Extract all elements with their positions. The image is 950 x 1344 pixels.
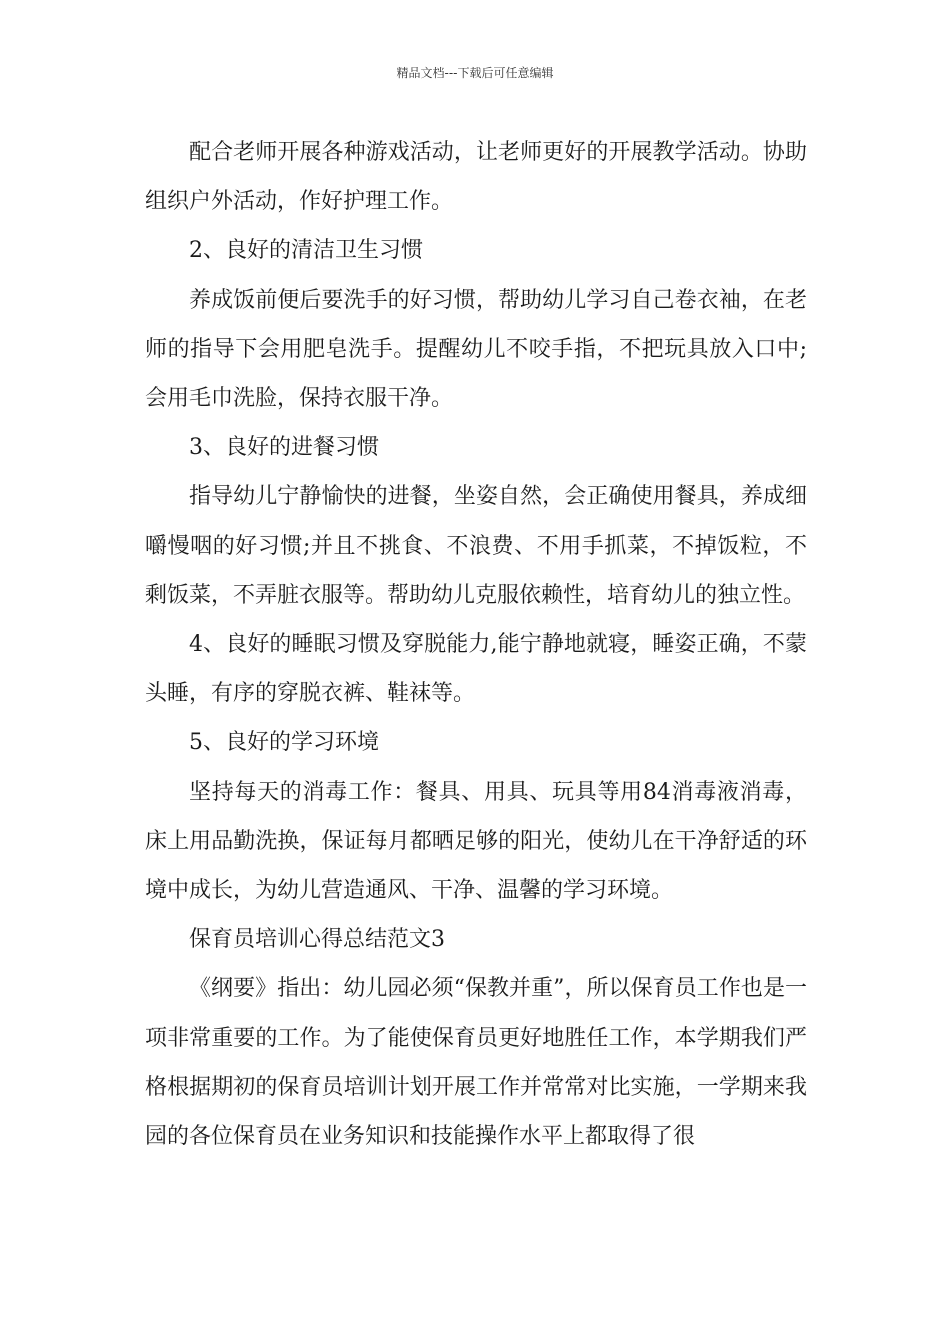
page-header: 精品文档---下载后可任意编辑 xyxy=(396,66,554,80)
paragraph: 坚持每天的消毒工作：餐具、用具、玩具等用84消毒液消毒，床上用品勤洗换，保证每月都晒足够的阳光，使幼儿在干净舒适的环境中成长，为幼儿营造通风、干净、温馨的学习环境。 xyxy=(145,779,807,904)
paragraph: 配合老师开展各种游戏活动，让老师更好的开展教学活动。协助组织户外活动，作好护理工作。 xyxy=(145,140,807,215)
document-body xyxy=(145,128,807,1161)
section-heading: 5、良好的学习环境 xyxy=(189,730,379,756)
section-heading: 3、良好的进餐习惯 xyxy=(189,435,379,461)
article-title: 保育员培训心得总结范文3 xyxy=(189,927,445,953)
paragraph: 4、良好的睡眠习惯及穿脱能力,能宁静地就寝，睡姿正确，不蒙头睡，有序的穿脱衣裤、鞋袜等。 xyxy=(145,632,807,707)
paragraph: 指导幼儿宁静愉快的进餐，坐姿自然，会正确使用餐具，养成细嚼慢咽的好习惯;并且不挑食、不浪费、不用手抓菜，不掉饭粒，不剩饭菜，不弄脏衣服等。帮助幼儿克服依赖性，培育幼儿的独立性。 xyxy=(145,484,807,608)
paragraph: 养成饭前便后要洗手的好习惯，帮助幼儿学习自己卷衣袖，在老师的指导下会用肥皂洗手。提醒幼儿不咬手指，不把玩具放入口中;会用毛巾洗脸，保持衣服干净。 xyxy=(145,287,807,412)
paragraph: 《纲要》指出：幼儿园必须“保教并重”，所以保育员工作也是一项非常重要的工作。为了能使保育员更好地胜任工作，本学期我们严格根据期初的保育员培训计划开展工作并常常对比实施，一学期来我园的各位保育员在业务知识和技能操作水平上都取得了很 xyxy=(145,976,807,1150)
section-heading: 2、良好的清洁卫生习惯 xyxy=(189,238,423,264)
